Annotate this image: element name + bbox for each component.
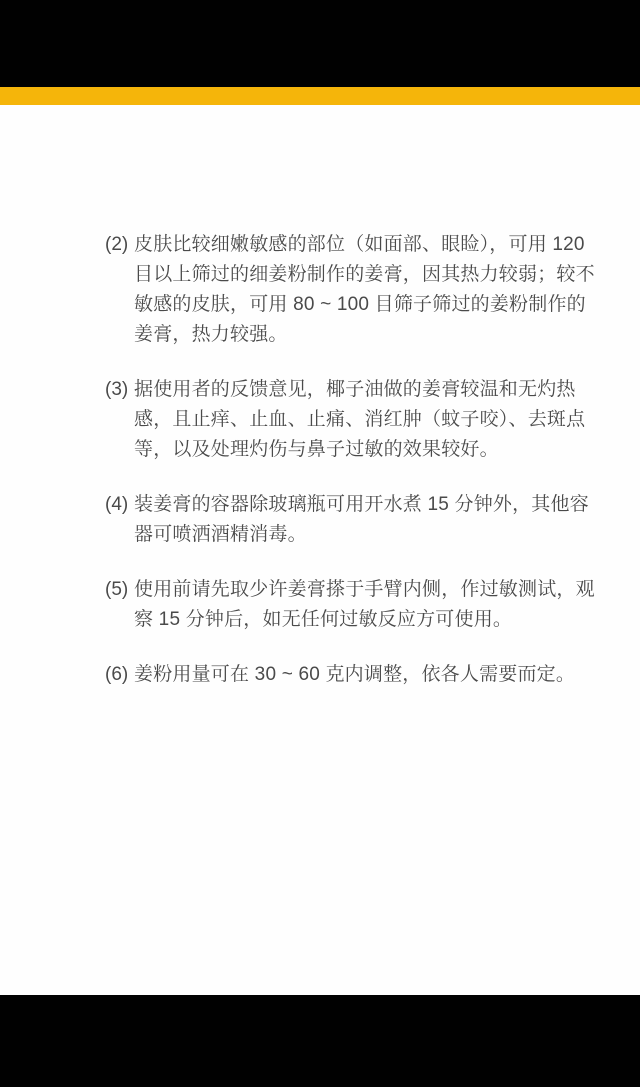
yellow-accent-bar	[0, 87, 640, 105]
list-marker: (5)	[105, 579, 129, 600]
text-line: 皮肤比较细嫩敏感的部位（如面部、眼睑），可用 120	[134, 234, 585, 255]
list-item-4	[105, 490, 589, 550]
text-line: 等，以及处理灼伤与鼻子过敏的效果较好。	[134, 439, 499, 460]
list-item-text	[134, 575, 595, 635]
page-content	[0, 105, 640, 690]
text-line: 据使用者的反馈意见，椰子油做的姜膏较温和无灼热	[134, 379, 576, 400]
list-item-6	[105, 660, 580, 690]
list-item-5	[105, 575, 595, 635]
text-line: 敏感的皮肤，可用 80 ~ 100 目筛子筛过的姜粉制作的	[134, 294, 586, 315]
text-line: 感，且止痒、止血、止痛、消红肿（蚊子咬）、去斑点	[134, 409, 586, 430]
text-line: 姜膏，热力较强。	[134, 324, 288, 345]
text-line: 装姜膏的容器除玻璃瓶可用开水煮 15 分钟外，其他容	[134, 494, 589, 515]
list-item-3	[105, 375, 586, 465]
list-marker: (4)	[105, 494, 129, 515]
text-line: 目以上筛过的细姜粉制作的姜膏，因其热力较弱；较不	[134, 264, 595, 285]
book-page	[0, 105, 640, 995]
list-marker: (6)	[105, 664, 129, 685]
bottom-letterbox-bar	[0, 995, 640, 1087]
text-line: 使用前请先取少许姜膏搽于手臂内侧，作过敏测试，观	[134, 579, 595, 600]
list-item-text	[134, 375, 585, 465]
list-item-text	[134, 230, 595, 350]
text-line: 察 15 分钟后，如无任何过敏反应方可使用。	[134, 609, 513, 630]
top-letterbox-bar	[0, 0, 640, 87]
list-marker: (2)	[105, 234, 129, 255]
list-item-2	[105, 230, 595, 350]
list-item-text	[134, 490, 589, 550]
list-marker: (3)	[105, 379, 129, 400]
text-line: 姜粉用量可在 30 ~ 60 克内调整，依各人需要而定。	[134, 664, 576, 685]
text-line: 器可喷洒酒精消毒。	[134, 524, 307, 545]
list-item-text	[134, 660, 575, 690]
